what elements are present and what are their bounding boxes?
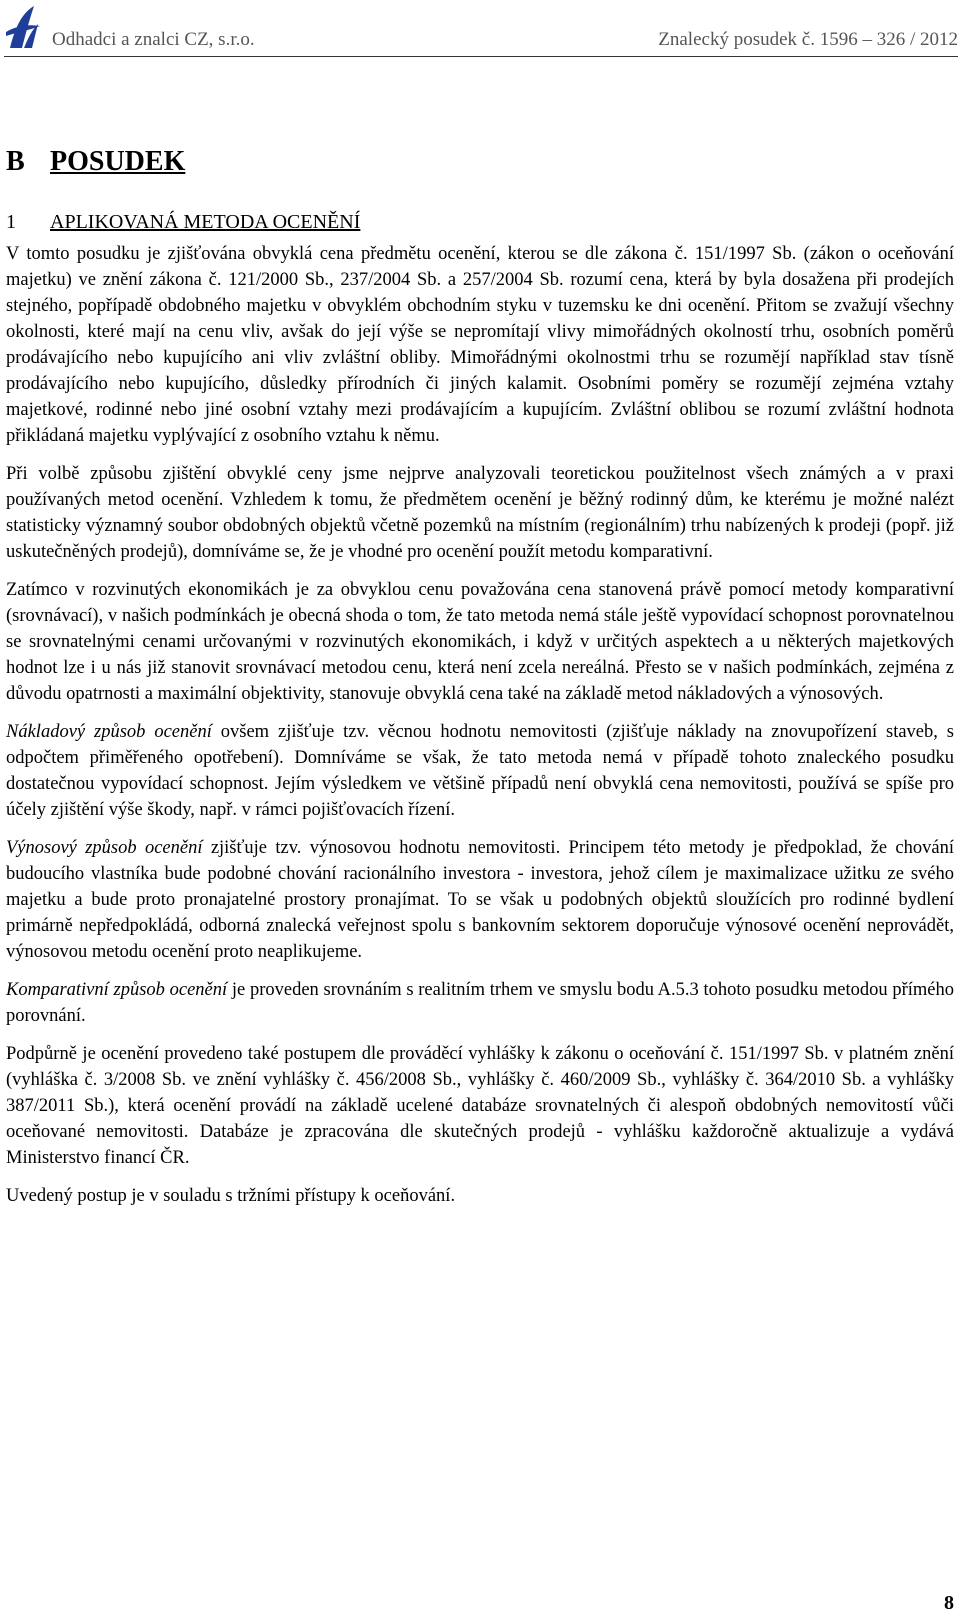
section-number: 1 (6, 211, 16, 233)
company-name: Odhadci a znalci CZ, s.r.o. (52, 29, 255, 50)
paragraph-conclusion: Uvedený postup je v souladu s tržními přístupy k oceňování. (6, 1186, 456, 1206)
income-method-term: Výnosový způsob ocenění (6, 838, 203, 858)
part-heading (6, 145, 954, 179)
section-title: APLIKOVANÁ METODA OCENĚNÍ (50, 211, 361, 233)
document-number: Znalecký posudek č. 1596 – 326 / 2012 (658, 29, 958, 50)
paragraph-supporting-method: Podpůrně je ocenění provedeno také postupem dle prováděcí vyhlášky k zákonu o oceňování č. 151/1997 Sb. v platném znění (vyhláška č. 3/2008 Sb. ve znění vyhlášky č. 456/2008 Sb., vyhlášky č. 460/2009 Sb., vyhlášky č. 364/2010 Sb. a vyhlášky 387/2011 Sb.), která ocenění provádí na základě ucelené databáze srovnatelných či alespoň obdobných nemovitostí vůči oceňované nemovitosti. Databáze je zpracována dle skutečných prodejů - vyhlášku každoročně aktualizuje a vydává Ministerstvo financí ČR. (6, 1044, 954, 1168)
cost-method-text: ovšem zjišťuje tzv. věcnou hodnotu nemovitosti (zjišťuje náklady na znovupořízení staveb, s odpočtem přiměřeného opotřebení). Domníváme se však, že tato metoda nemá v případě tohoto znaleckého posudku dostatečnou vypovídací schopnost. Jejím výsledkem ve většině případů není obvyklá cena nemovitosti, používá se spíše pro účely zjištění výše škody, např. v rámci pojišťovacích řízení. (6, 722, 954, 820)
cost-method-term: Nákladový způsob ocenění (6, 722, 212, 742)
paragraph-comparative-context: Zatímco v rozvinutých ekonomikách je za obvyklou cenu považována cena stanovená právě pomocí metody komparativní (srovnávací), v našich podmínkách je obecná shoda o tom, že tato metoda nemá stále ještě vypovídací schopnost porovnatelnou se srovnatelnými cenami určovanými v rozvinutých ekonomikách, i když v určitých aspektech a u některých majetkových hodnot lze i u nás již stanovit srovnávací metodou cenu, která není zcela nereálná. Přesto se v našich podmínkách, zejména z důvodu opatrnosti a maximální objektivity, stanovuje obvyklá cena také na základě metod nákladových a výnosových. (6, 580, 954, 704)
comparative-method-text: je proveden srovnáním s realitním trhem ve smyslu bodu A.5.3 tohoto posudku metodou přímého porovnání. (6, 980, 955, 1026)
document-body (6, 145, 954, 1221)
comparative-method-term: Komparativní způsob ocenění (6, 980, 228, 1000)
paragraph-definition: V tomto posudku je zjišťována obvyklá cena předmětu ocenění, kterou se dle zákona č. 151/1997 Sb. (zákon o oceňování majetku) ve znění zákona č. 121/2000 Sb., 237/2004 Sb. a 257/2004 Sb. rozumí cena, která by byla dosažena při prodejích stejného, popřípadě obdobného majetku v obvyklém obchodním styku v tuzemsku ke dni ocenění. Přitom se zvažují všechny okolnosti, které mají na cenu vliv, avšak do její výše se nepromítají vlivy mimořádných okolností trhu, osobních poměrů prodávajícího nebo kupujícího ani vliv zvláštní obliby. Mimořádnými okolnostmi trhu se rozumějí například stav tísně prodávajícího nebo kupujícího, důsledky přírodních či jiných kalamit. Osobními poměry se rozumějí zejména vztahy majetkové, rodinné nebo jiné osobní vztahy mezi prodávajícím a kupujícím. Zvláštní oblibou se rozumí zvláštní hodnota přikládaná majetku vyplývající z osobního vztahu k němu. (6, 244, 954, 446)
header-divider (4, 56, 958, 57)
part-letter: B (6, 146, 25, 177)
paragraph-income-method (6, 835, 954, 965)
paragraph-cost-method (6, 719, 954, 823)
section-heading (6, 209, 954, 235)
page-header (0, 0, 960, 58)
income-method-text: zjišťuje tzv. výnosovou hodnotu nemovitosti. Principem této metody je předpoklad, že chování budoucího vlastníka bude podobné chování racionálního investora - investora, jehož cílem je maximalizace užitku ze svého majetku a bude proto pronajatelné prostory pronajímat. To se však u podobných objektů sloužících pro rodinné bydlení primárně nepředpokládá, odborná znalecká veřejnost spolu s bankovním sektorem doporučuje výnosové ocenění neprovádět, výnosovou metodu ocenění proto neaplikujeme. (6, 838, 954, 962)
company-logo-icon (4, 2, 42, 52)
paragraph-method-choice: Při volbě způsobu zjištění obvyklé ceny jsme nejprve analyzovali teoretickou použitelnost všech známých a v praxi používaných metod ocenění. Vzhledem k tomu, že předmětem ocenění je běžný rodinný dům, ke kterému je možné nalézt statisticky významný soubor obdobných objektů včetně pozemků na místním (regionálním) trhu nabízených k prodeji (popř. již uskutečněných prodejů), domníváme se, že je vhodné pro ocenění použít metodu komparativní. (6, 464, 954, 562)
page-number: 8 (944, 1592, 954, 1614)
part-title: POSUDEK (50, 146, 186, 177)
paragraph-comparative-method (6, 977, 954, 1029)
